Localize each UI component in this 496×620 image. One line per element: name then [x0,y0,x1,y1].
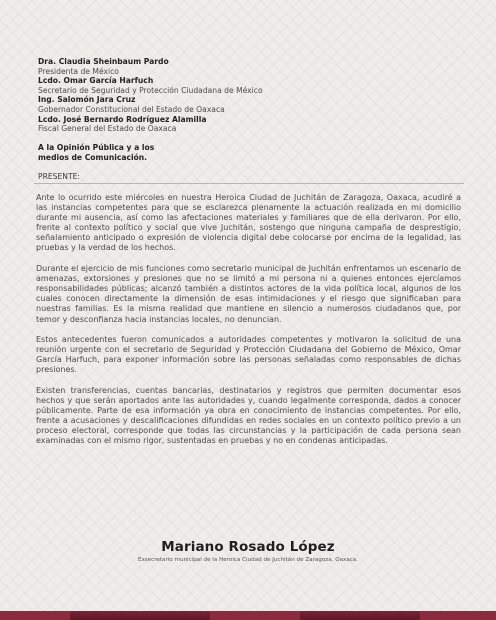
recipient-name: Lcdo. José Bernardo Rodríguez Alamilla [38,114,207,124]
salutation: PRESENTE: [38,172,80,181]
body-paragraph: Ante lo ocurrido este miércoles en nuestra Heroica Ciudad de Juchitán de Zaragoza, Oaxaca, acudiré a las instancias competentes para que se esclarezca plenamente la actuación realizada en mi domicilio durante mi ausencia, así como las afectaciones materiales y familiares que de ella derivaron. Por ello, frente al contexto político y social que vive Juchitán, sostengo que ninguna campaña de desprestigio, señalamiento anticipado o expresión de violencia digital debe colocarse por encima de la legalidad, las pruebas y la verdad de los hechos. [36,193,461,253]
divider [34,183,464,184]
recipient-role: Presidenta de México [38,66,119,76]
recipient [38,76,458,95]
signature-block [0,539,496,563]
recipients-block [38,57,458,134]
signer-name: Mariano Rosado López [161,539,335,555]
recipient-role: Gobernador Constitucional del Estado de Oaxaca [38,104,225,114]
recipient [38,57,458,76]
addressee [38,143,238,163]
recipient-name: Ing. Salomón Jara Cruz [38,95,136,105]
body-paragraph: Durante el ejercicio de mis funciones como secretario municipal de Juchitán enfrentamos un escenario de amenazas, extorsiones y presiones que no se limitó a mi persona ni a quienes entonces ejercíamos responsabilidades públicas; alcanzó también a distintos actores de la vida política local, algunos de los cuales conocen directamente la dimensión de esas intimidaciones y el riesgo que significaban para nuestras familias. Es la misma realidad que mantiene en silencio a numerosos ciudadanos que, por temor y desconfianza hacia instancias locales, no denuncian. [36,264,461,324]
recipient-role: Secretario de Seguridad y Protección Ciudadana de México [38,85,263,95]
footer-band [0,611,496,620]
recipient [38,115,458,134]
letter-body [36,193,461,457]
body-paragraph: Estos antecedentes fueron comunicados a autoridades competentes y motivaron la solicitud de una reunión urgente con el secretario de Seguridad y Protección Ciudadana del Gobierno de México, Omar García Harfuch, para exponer información sobre las personas señaladas como responsables de dichas presiones. [36,335,461,375]
recipient-role: Fiscal General del Estado de Oaxaca [38,124,177,134]
signer-title: Exsecretario municipal de la Heroica Ciudad de Juchitán de Zaragoza, Oaxaca. [137,557,359,563]
recipient-name: Lcdo. Omar García Harfuch [38,76,154,86]
recipient [38,95,458,114]
body-paragraph: Existen transferencias, cuentas bancarias, destinatarios y registros que permiten documentar esos hechos y que serán aportados ante las autoridades y, cuando legalmente corresponda, dados a conocer públicamente. Parte de esa información ya obra en conocimiento de instancias competentes. Por ello, frente a acusaciones y descalificaciones difundidas en redes sociales en un contexto político previo a un proceso electoral, corresponde que todas las circunstancias y la participación de cada persona sean examinadas con el mismo rigor, sustentadas en pruebas y no en condenas anticipadas. [36,386,461,446]
recipient-name: Dra. Claudia Sheinbaum Pardo [38,57,169,66]
addressee-line: A la Opinión Pública y a los [38,143,155,152]
addressee-line: medios de Comunicación. [38,152,148,162]
